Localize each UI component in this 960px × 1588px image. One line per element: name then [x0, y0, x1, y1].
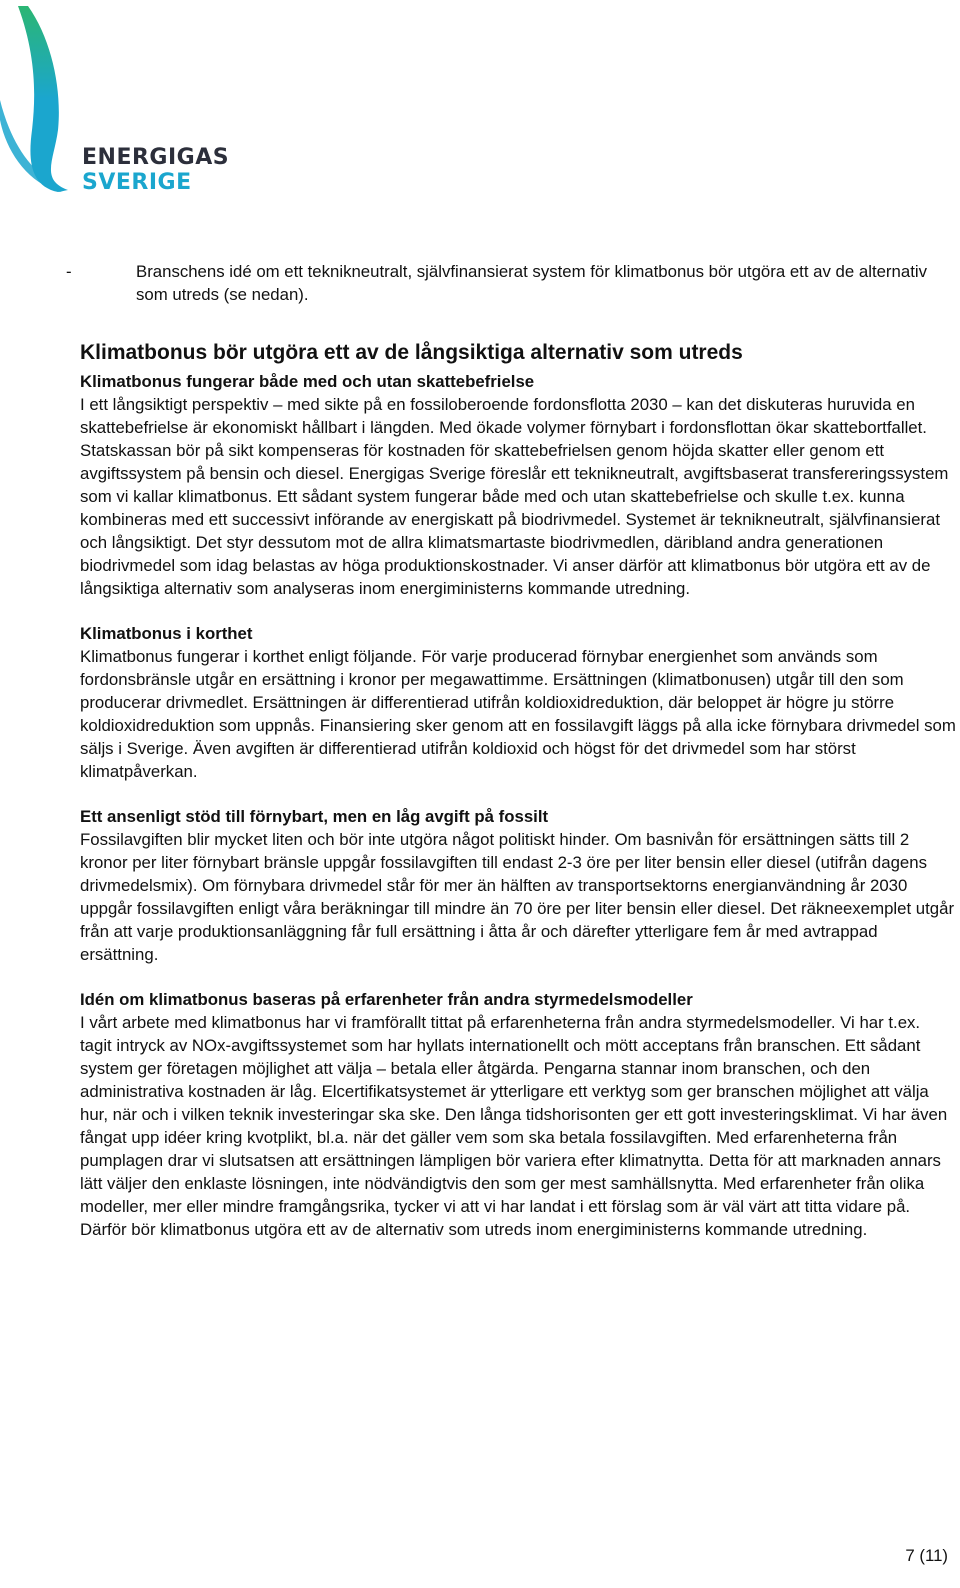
section-erfarenheter [80, 988, 956, 1241]
section-heading: Klimatbonus i korthet [80, 624, 253, 643]
energigas-sverige-logo [0, 0, 240, 200]
section-body: Klimatbonus fungerar i korthet enligt följande. För varje producerad förnybar energienhet som används som fordonsbränsle utgår en ersättning i kronor per megawattimme. Ersättningen (klimatbonusen) utgår till den som producerar drivmedlet. Ersättningen är differentierad utifrån koldioxidreduktion, där beloppet är högre ju större koldioxidreduktion som uppnås. Finansiering sker genom att en fossilavgift läggs på alla icke förnybara drivmedel som säljs i Sverige. Även avgiften är differentierad utifrån koldioxid och högst för det drivmedel som har störst klimatpåverkan. [80, 647, 956, 781]
logo-swoosh-icon [0, 0, 80, 200]
section-body: Fossilavgiften blir mycket liten och bör inte utgöra något politiskt hinder. Om basnivån för ersättningen sätts till 2 kronor per liter förnybart bränsle uppgår fossilavgiften till endast 2-3 öre per liter bensin eller diesel (utifrån dagens drivmedelsmix). Om förnybara drivmedel står för mer än hälften av transportsektorns energianvändning år 2030 uppgår fossilavgiften enligt våra beräkningar till mindre än 70 öre per liter bensin eller diesel. Det räkneexemplet utgår från att varje produktionsanläggning får full ersättning i åtta år och därefter ytterligare fem år med avtrappad ersättning. [80, 830, 955, 964]
logo-text-sverige: SVERIGE [82, 170, 192, 195]
section-skattebefrielse [80, 370, 956, 600]
section-heading: Idén om klimatbonus baseras på erfarenheter från andra styrmedelsmodeller [80, 990, 693, 1009]
section-heading: Ett ansenligt stöd till förnybart, men en låg avgift på fossilt [80, 807, 549, 826]
section-heading: Klimatbonus fungerar både med och utan skattebefrielse [80, 372, 535, 391]
section-body: I ett långsiktigt perspektiv – med sikte på en fossiloberoende fordonsflotta 2030 – kan det diskuteras huruvida en skattebefrielse är ekonomiskt hållbart i längden. Med ökade volymer förnybart i fordonsflottan ökar skattebortfallet. Statskassan bör på sikt kompenseras för kostnaden för skattebefrielsen genom höjda skatter eller genom ett avgiftssystem på bensin och diesel. Energigas Sverige föreslår ett teknikneutralt, avgiftsbaserat transfereringssystem som vi kallar klimatbonus. Ett sådant system fungerar både med och utan skattebefrielse och skulle t.ex. kunna kombineras med ett successivt införande av energiskatt på biodrivmedel. Systemet är teknikneutralt, självfinansierat och långsiktigt. Det styr dessutom mot de allra klimatsmartaste biodrivmedlen, däribland andra generationen biodrivmedel som idag belastas av höga produktionskostnader. Vi anser därför att klimatbonus bör utgöra ett av de långsiktiga alternativ som analyseras inom energiministerns kommande utredning. [80, 395, 949, 598]
bullet-text: Branschens idé om ett teknikneutralt, självfinansierat system för klimatbonus bör utgöra ett av de alternativ som utreds (se nedan). [136, 262, 927, 304]
bullet-item [66, 260, 956, 306]
section-stod-fornybart [80, 805, 956, 966]
section-i-korthet [80, 622, 956, 783]
bullet-dash: - [66, 262, 72, 281]
section-body: I vårt arbete med klimatbonus har vi framförallt tittat på erfarenheterna från andra styrmedelsmodeller. Vi har t.ex. tagit intryck av NOx-avgiftssystemet som har hyllats internationellt och mött acceptans från branschen. Ett sådant system ger företagen möjlighet att välja – betala eller åtgärda. Pengarna stannar inom branschen, och den administrativa kostnaden är låg. Elcertifikatsystemet är ytterligare ett verktyg som ger branschen möjlighet att välja hur, när och i vilken teknik investeringar ska ske. Den långa tidshorisonten ger ett gott investeringsklimat. Vi har även fångat upp idéer kring kvotplikt, bl.a. när det gäller vem som ska betala fossilavgiften. Med erfarenheterna från pumplagen drar vi slutsatsen att ersättningen lämpligen bör variera efter klimatnytta. Detta för att marknaden annars lätt väljer den enklaste lösningen, inte nödvändigtvis den som ger mest samhällsnytta. Med erfarenheter från olika modeller, mer eller mindre framgångsrika, tycker vi att vi har landat i ett förslag som är väl värt att titta vidare på. Därför bör klimatbonus utgöra ett av de alternativ som utreds inom energiministerns kommande utredning. [80, 1013, 948, 1239]
page-number: 7 (11) [905, 1546, 948, 1565]
main-heading: Klimatbonus bör utgöra ett av de långsiktiga alternativ som utreds [80, 341, 743, 364]
document-body [66, 260, 956, 1241]
logo-text-energigas: ENERGIGAS [82, 145, 230, 170]
